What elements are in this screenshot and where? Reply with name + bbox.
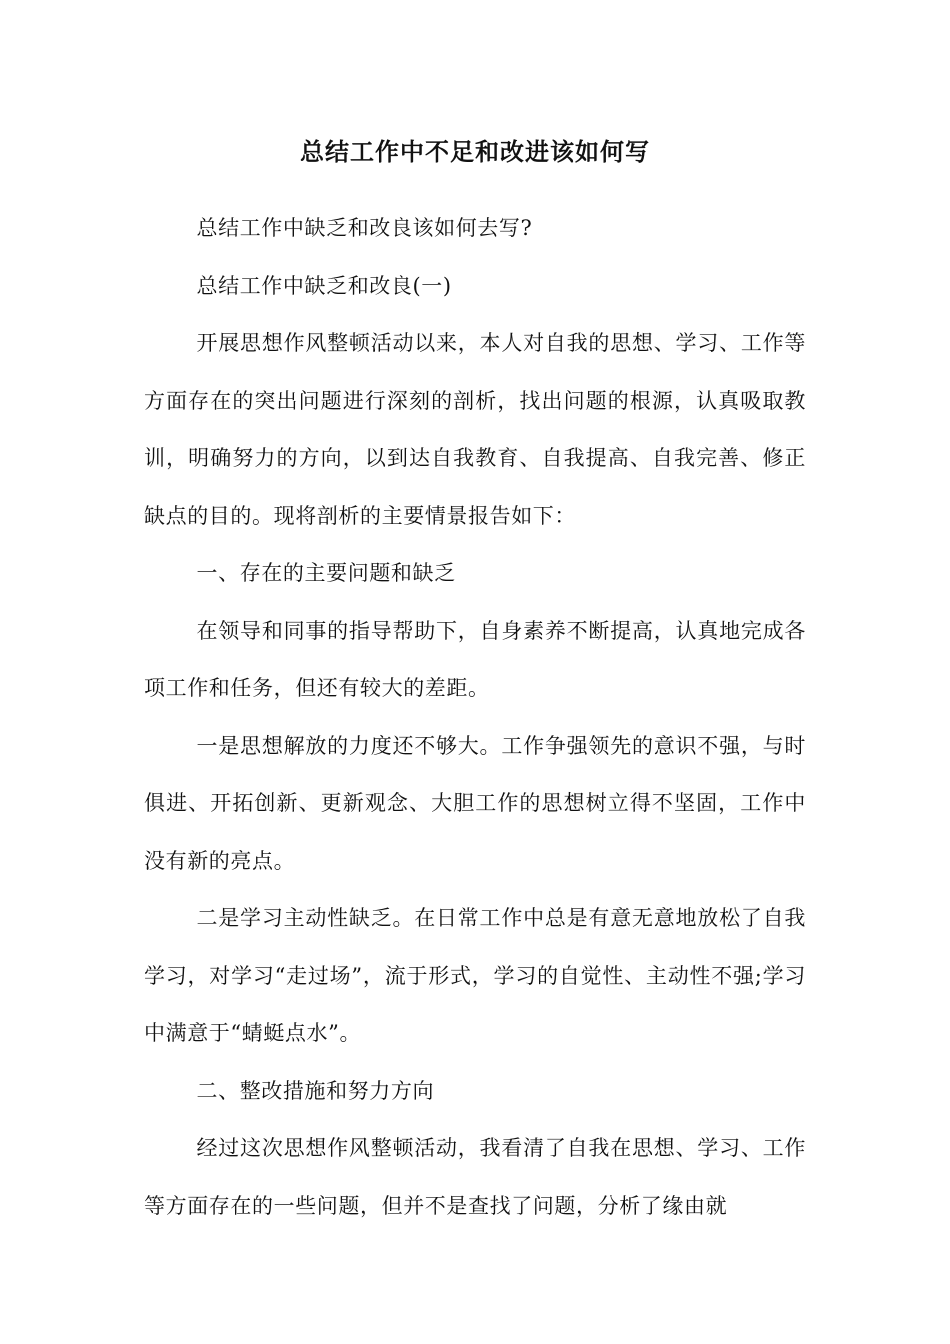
- paragraph-problems-overview: 在领导和同事的指导帮助下，自身素养不断提高，认真地完成各项工作和任务，但还有较大的差距。: [144, 618, 806, 700]
- section-heading-problems: 一、存在的主要问题和缺乏: [196, 561, 456, 585]
- document-body: [144, 200, 806, 1235]
- paragraph-measures: 经过这次思想作风整顿活动，我看清了自我在思想、学习、工作等方面存在的一些问题，但并不是查找了问题，分析了缘由就: [144, 1136, 806, 1218]
- document-title: 总结工作中不足和改进该如何写: [300, 138, 650, 166]
- paragraph-intro: 开展思想作风整顿活动以来，本人对自我的思想、学习、工作等方面存在的突出问题进行深刻的剖析，找出问题的根源，认真吸取教训，明确努力的方向，以到达自我教育、自我提高、自我完善、修正缺点的目的。现将剖析的主要情景报告如下：: [144, 331, 806, 528]
- paragraph-question: 总结工作中缺乏和改良该如何去写?: [196, 216, 533, 240]
- paragraph-subtitle: 总结工作中缺乏和改良(一): [196, 273, 452, 298]
- section-heading-measures: 二、整改措施和努力方向: [196, 1078, 435, 1103]
- paragraph-problem-two: 二是学习主动性缺乏。在日常工作中总是有意无意地放松了自我学习，对学习“走过场”，流于形式，学习的自觉性、主动性不强;学习中满意于“蜻蜓点水”。: [144, 906, 806, 1045]
- paragraph-problem-one: 一是思想解放的力度还不够大。工作争强领先的意识不强，与时俱进、开拓创新、更新观念、大胆工作的思想树立得不坚固，工作中没有新的亮点。: [144, 733, 806, 873]
